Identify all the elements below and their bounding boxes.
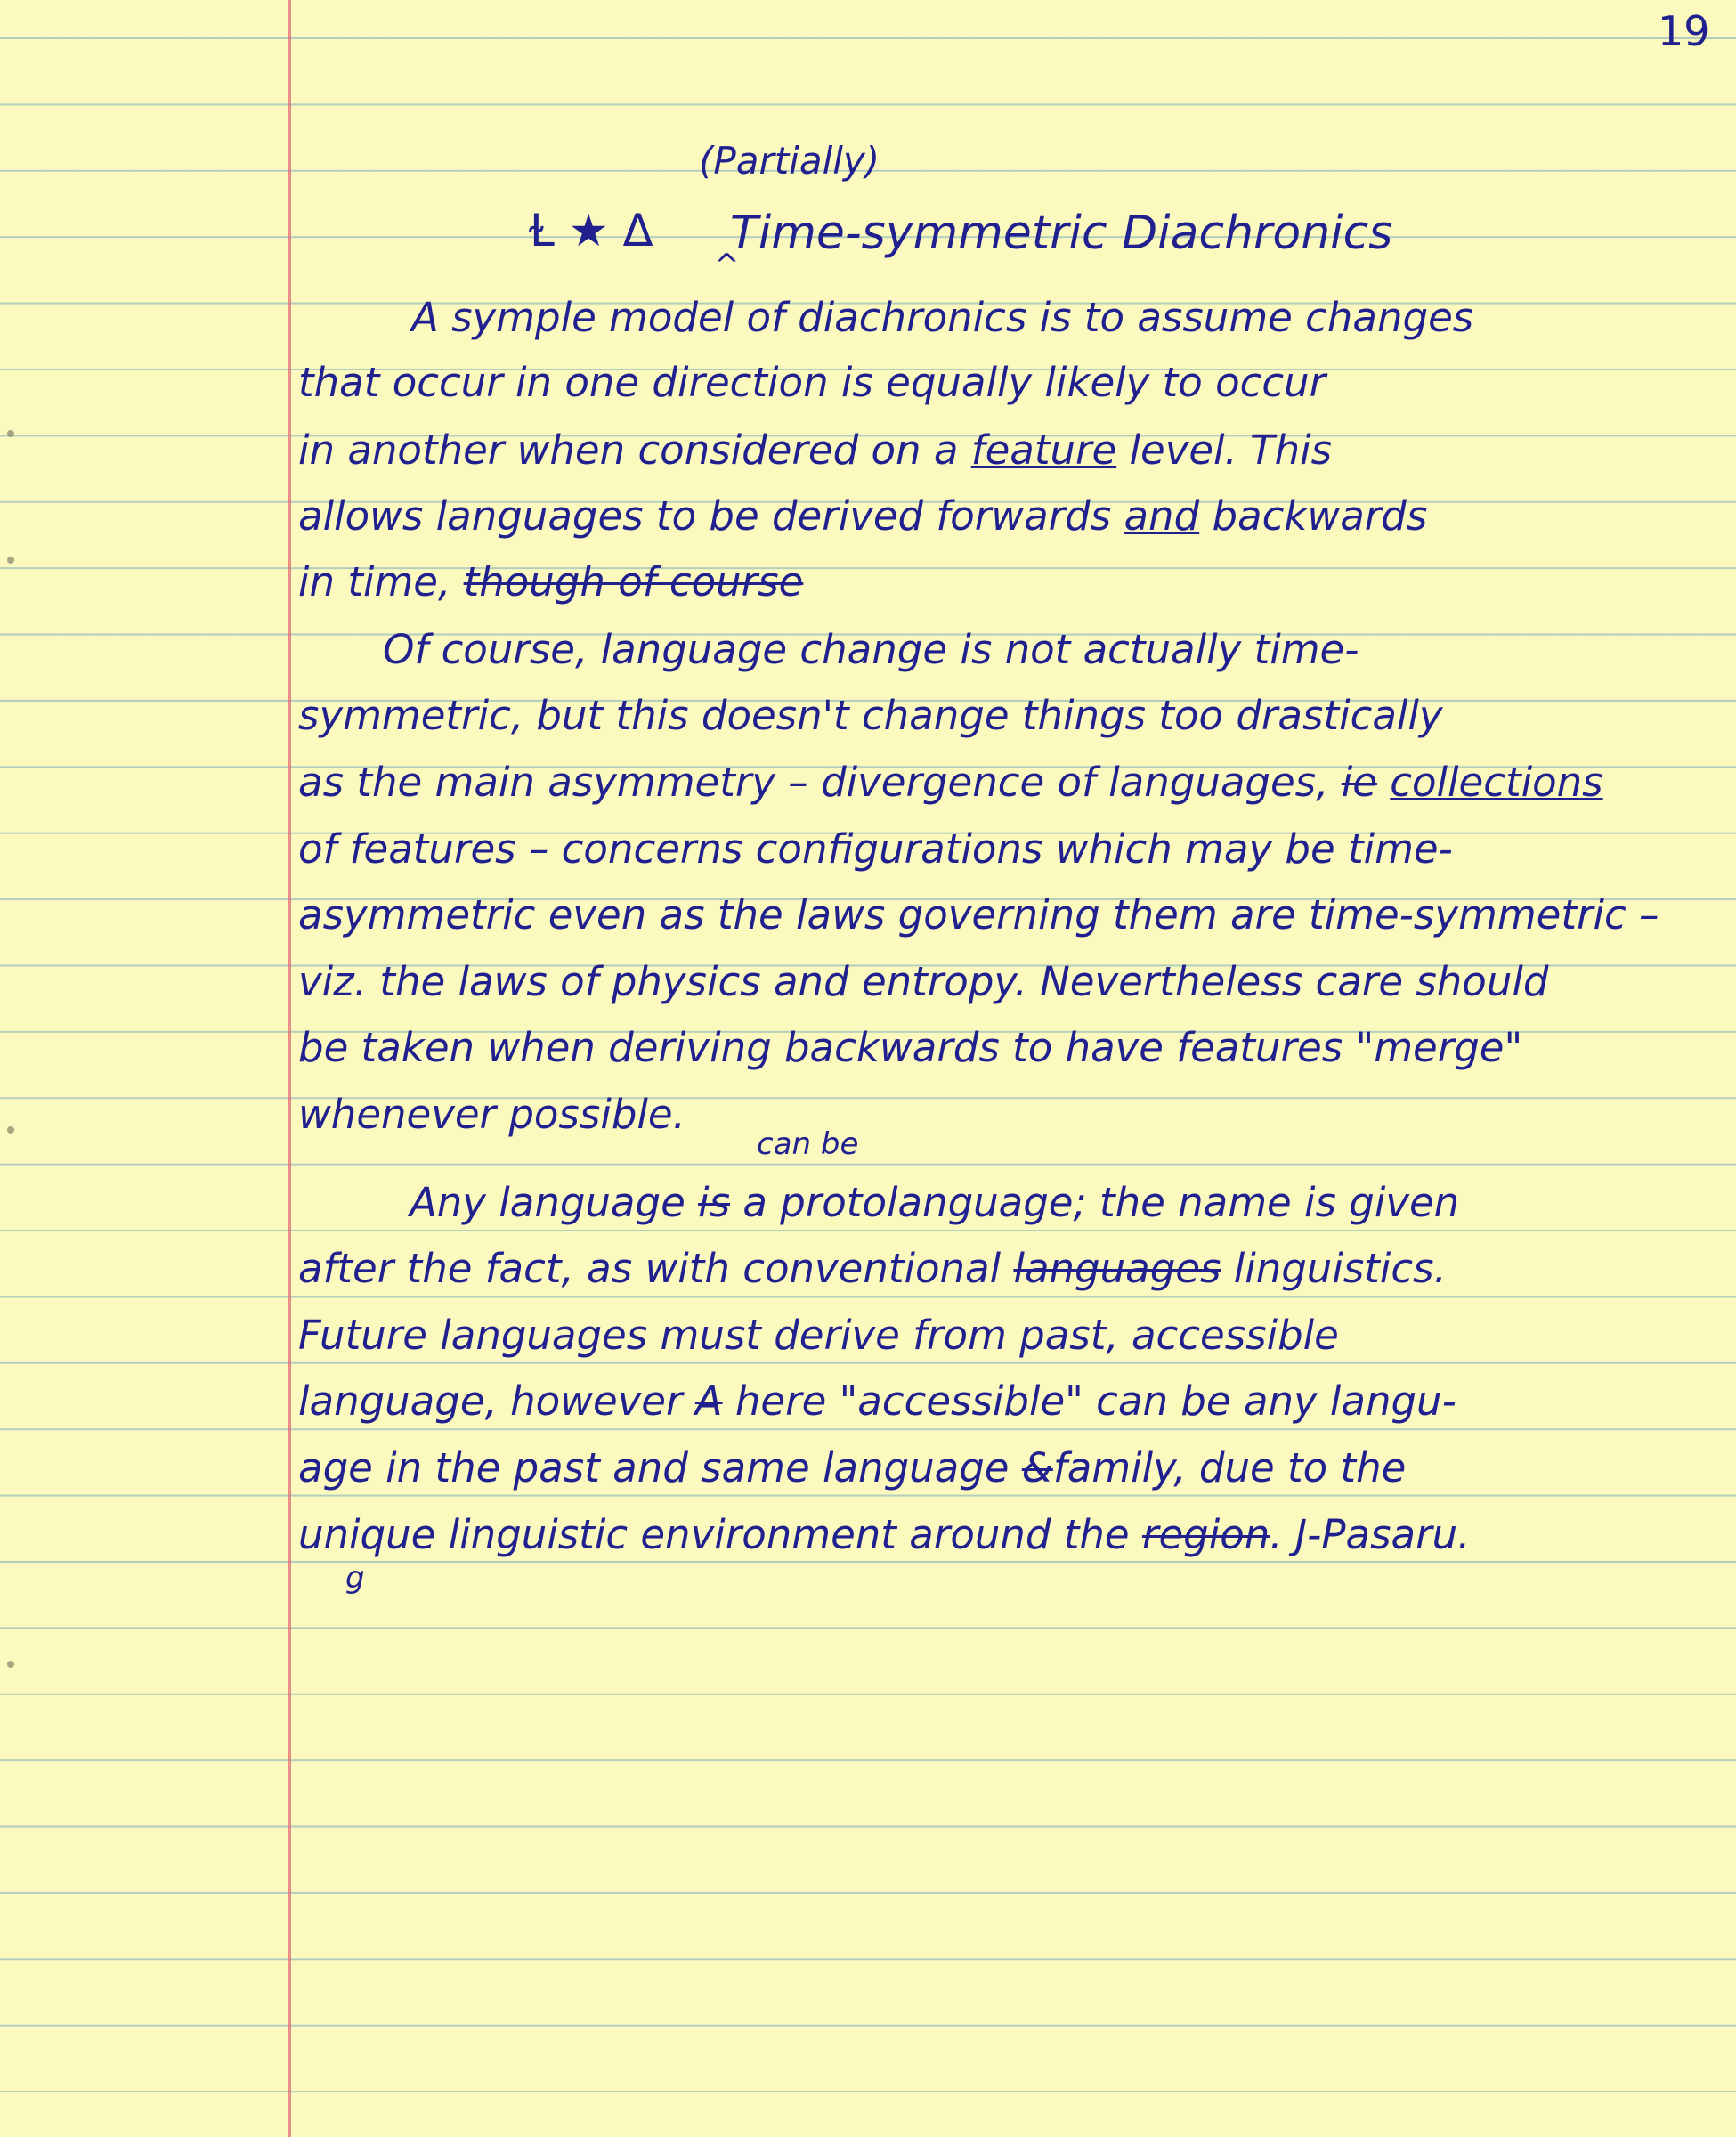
text-line: viz. the laws of physics and entropy. Nevertheless care should — [298, 958, 1549, 1005]
text-line: Any language is a protolanguage; the name is given — [410, 1179, 1460, 1226]
text-line: that occur in one direction is equally likely to occur — [298, 359, 1326, 406]
text-line: language, however A here "accessible" can be any langu- — [298, 1377, 1456, 1425]
subscript-mark: g — [345, 1560, 365, 1596]
heading-title: Time-symmetric Diachronics — [730, 207, 1393, 260]
heading-caret: ^ — [714, 248, 740, 283]
text-line: Of course, language change is not actually time- — [383, 626, 1359, 673]
text-line: whenever possible. — [298, 1091, 685, 1138]
insertion-text: can be — [757, 1126, 859, 1162]
struck-text: & — [1021, 1444, 1053, 1491]
struck-text: languages — [1013, 1245, 1221, 1292]
text-line: in another when considered on a feature level. This — [298, 427, 1333, 474]
page-number: 19 — [1658, 7, 1710, 55]
punch-mark — [7, 1126, 14, 1134]
text-line: symmetric, but this doesn't change things too drastically — [298, 692, 1443, 739]
heading-insertion: (Partially) — [699, 139, 880, 183]
punch-mark — [7, 430, 14, 437]
text-line: be taken when deriving backwards to have features "merge" — [298, 1024, 1523, 1071]
struck-text: ie — [1341, 759, 1377, 806]
text-line: age in the past and same language &family, due to the — [298, 1444, 1407, 1491]
text-line: after the fact, as with conventional languages linguistics. — [298, 1245, 1447, 1292]
struck-text: A — [694, 1377, 723, 1425]
text-line: Future languages must derive from past, accessible — [298, 1312, 1339, 1359]
text-line: A symple model of diachronics is to assume changes — [411, 294, 1474, 341]
punch-mark — [7, 1661, 14, 1668]
heading-symbols: Ɫ ★ Δ — [530, 205, 653, 256]
text-line: asymmetric even as the laws governing them are time-symmetric – — [298, 891, 1659, 938]
underlined-word: and — [1124, 492, 1200, 540]
margin-line — [288, 0, 291, 2137]
text-line: of features – concerns configurations which may be time- — [298, 825, 1453, 873]
text-line: as the main asymmetry – divergence of languages, ie collections — [298, 759, 1603, 806]
struck-text: is — [698, 1179, 731, 1226]
underlined-word: feature — [970, 427, 1117, 474]
punch-mark — [7, 557, 14, 564]
text-line: in time, though of course — [298, 558, 804, 605]
struck-text: though of course — [463, 558, 804, 605]
struck-text: region — [1141, 1511, 1270, 1558]
text-line: allows languages to be derived forwards and backwards — [298, 492, 1428, 540]
underlined-word: collections — [1390, 759, 1603, 806]
text-line: unique linguistic environment around the region. J-Pasaru. — [298, 1511, 1471, 1558]
